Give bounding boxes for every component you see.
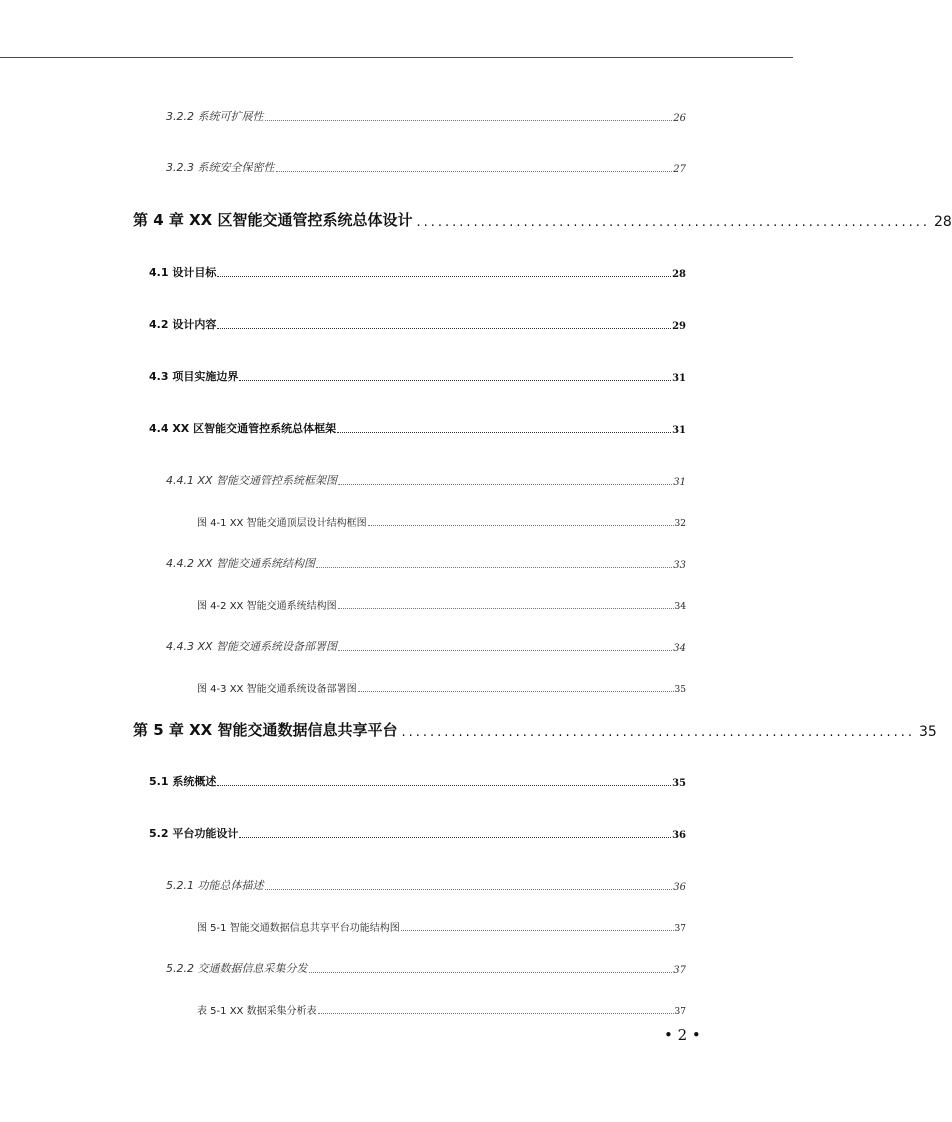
toc-entry-page: 26 — [673, 113, 686, 124]
toc-entry[interactable] — [166, 960, 686, 976]
toc-figure-entry[interactable] — [197, 919, 686, 934]
toc-entry-page: 37 — [674, 924, 686, 934]
dot-leader — [401, 930, 674, 931]
toc-entry-title: 图 4-3 XX 智能交通系统设备部署图 — [197, 684, 357, 695]
dot-leader: ........................................................................ — [416, 215, 930, 230]
toc-entry-page: 36 — [673, 882, 686, 893]
toc-figure-entry[interactable] — [197, 1002, 686, 1017]
toc-entry-page: 35 — [672, 778, 686, 789]
dot-leader — [265, 120, 673, 121]
toc-entry-title: 4.2 设计内容 — [149, 318, 217, 331]
dot-leader — [217, 276, 671, 277]
page-number: • 2 • — [664, 1026, 701, 1044]
dot-leader — [309, 972, 673, 973]
toc-entry-title: 图 5-1 智能交通数据信息共享平台功能结构图 — [197, 923, 400, 934]
dot-leader — [358, 691, 674, 692]
toc-entry-page: 28 — [672, 269, 686, 280]
dot-leader — [239, 837, 671, 838]
toc-entry[interactable] — [166, 638, 686, 654]
toc-entry-page: 35 — [674, 685, 686, 695]
toc-entry-page: 29 — [672, 321, 686, 332]
toc-entry[interactable] — [149, 420, 686, 436]
toc-entry[interactable] — [149, 825, 686, 841]
toc-entry-title: 5.1 系统概述 — [149, 775, 217, 788]
toc-entry-title: 4.4 XX 区智能交通管控系统总体框架 — [149, 422, 337, 435]
toc-entry-page: 27 — [673, 164, 686, 175]
toc-entry[interactable] — [149, 368, 686, 384]
toc-entry-page: 33 — [673, 560, 686, 571]
dot-leader — [337, 432, 671, 433]
toc-entry[interactable] — [166, 472, 686, 488]
dot-leader: ........................................................................ — [401, 725, 915, 740]
toc-entry-title: 4.3 项目实施边界 — [149, 370, 239, 383]
toc-entry[interactable] — [149, 264, 686, 280]
dot-leader — [217, 328, 671, 329]
toc-entry-title: 第 5 章 XX 智能交通数据信息共享平台 — [133, 721, 398, 739]
toc-entry[interactable] — [166, 108, 686, 124]
toc-entry-page: 31 — [672, 425, 686, 436]
dot-leader — [338, 484, 672, 485]
toc-entry-title: 5.2.1 功能总体描述 — [166, 879, 264, 892]
toc-entry-title: 5.2 平台功能设计 — [149, 827, 239, 840]
toc-chapter-entry[interactable] — [133, 719, 937, 740]
toc-entry-title: 4.4.1 XX 智能交通管控系统框架图 — [166, 474, 338, 487]
toc-entry-page: 37 — [674, 1007, 686, 1017]
dot-leader — [338, 650, 672, 651]
toc-entry[interactable] — [149, 773, 686, 789]
toc-entry-page: 31 — [673, 477, 686, 488]
dot-leader — [265, 889, 673, 890]
toc-entry-page: 35 — [919, 724, 937, 740]
toc-chapter-entry[interactable] — [133, 209, 952, 230]
dot-leader — [276, 171, 673, 172]
toc-entry[interactable] — [166, 555, 686, 571]
dot-leader — [217, 785, 671, 786]
dot-leader — [338, 608, 674, 609]
toc-figure-entry[interactable] — [197, 597, 686, 612]
toc-entry-title: 第 4 章 XX 区智能交通管控系统总体设计 — [133, 211, 413, 229]
toc-entry-page: 36 — [672, 830, 686, 841]
toc-entry[interactable] — [149, 316, 686, 332]
toc-entry-page: 28 — [934, 214, 952, 230]
toc-entry[interactable] — [166, 159, 686, 175]
dot-leader — [316, 567, 672, 568]
toc-entry-title: 4.4.2 XX 智能交通系统结构图 — [166, 557, 316, 570]
toc-entry-page: 32 — [674, 519, 686, 529]
toc-entry-page: 34 — [673, 643, 686, 654]
toc-entry-page: 31 — [672, 373, 686, 384]
toc-entry-title: 3.2.2 系统可扩展性 — [166, 110, 264, 123]
dot-leader — [368, 525, 674, 526]
dot-leader — [318, 1013, 674, 1014]
toc-entry-page: 34 — [674, 602, 686, 612]
toc-entry-title: 图 4-1 XX 智能交通顶层设计结构框图 — [197, 518, 367, 529]
toc-entry-title: 3.2.3 系统安全保密性 — [166, 161, 275, 174]
toc-entry-title: 表 5-1 XX 数据采集分析表 — [197, 1006, 317, 1017]
toc-entry-title: 5.2.2 交通数据信息采集分发 — [166, 962, 308, 975]
toc-entry-title: 图 4-2 XX 智能交通系统结构图 — [197, 601, 337, 612]
toc-entry-page: 37 — [673, 965, 686, 976]
toc-figure-entry[interactable] — [197, 514, 686, 529]
toc-entry-title: 4.1 设计目标 — [149, 266, 217, 279]
toc-entry[interactable] — [166, 877, 686, 893]
toc-entry-title: 4.4.3 XX 智能交通系统设备部署图 — [166, 640, 338, 653]
toc-figure-entry[interactable] — [197, 680, 686, 695]
dot-leader — [239, 380, 671, 381]
